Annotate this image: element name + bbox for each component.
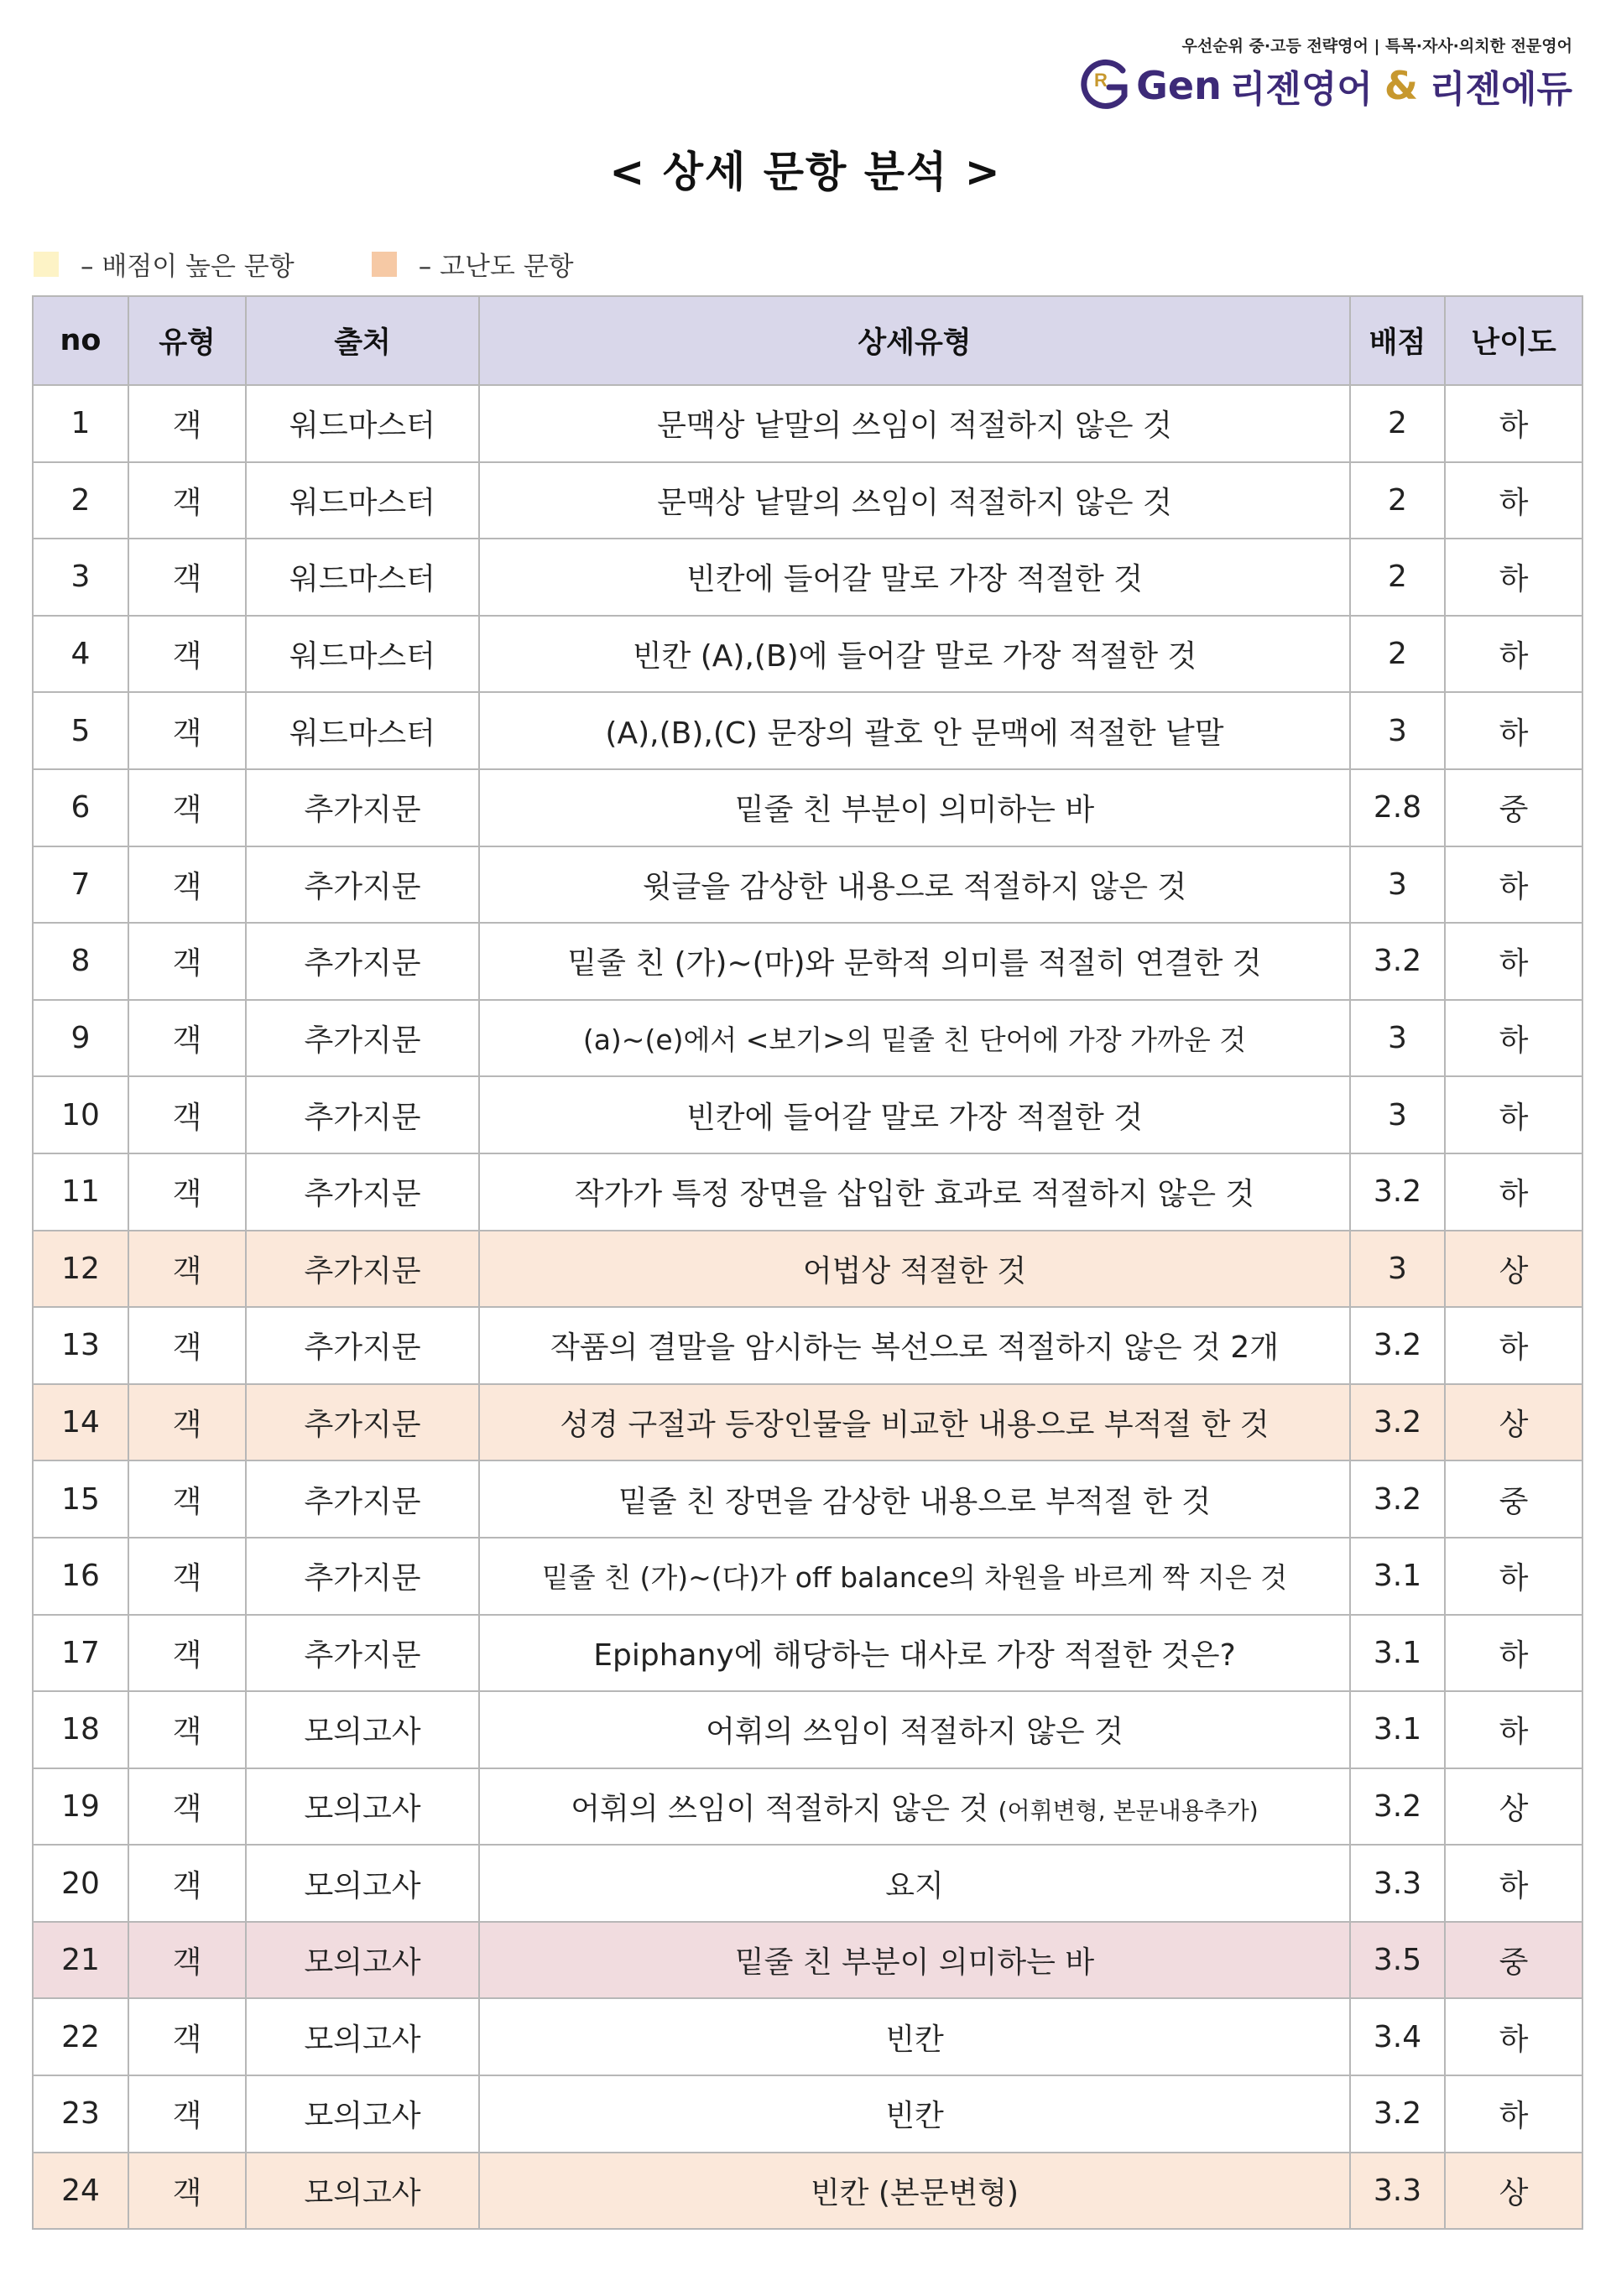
cell-detail (479, 1384, 1350, 1461)
cell-level: 하 (1445, 923, 1582, 1000)
cell-detail (479, 1768, 1350, 1846)
cell-type: 객 (128, 846, 246, 924)
cell-type: 객 (128, 1307, 246, 1384)
cell-source: 추가지문 (246, 923, 479, 1000)
logo-brand (1081, 59, 1572, 112)
cell-type: 객 (128, 1691, 246, 1768)
cell-source: 추가지문 (246, 1384, 479, 1461)
cell-source: 워드마스터 (246, 692, 479, 769)
table-row (33, 1153, 1582, 1231)
cell-score: 2.8 (1350, 769, 1445, 846)
cell-level: 하 (1445, 539, 1582, 616)
cell-detail (479, 692, 1350, 769)
cell-type: 객 (128, 1384, 246, 1461)
cell-source: 추가지문 (246, 1076, 479, 1153)
header-level: 난이도 (1445, 296, 1582, 385)
table-row (33, 385, 1582, 462)
cell-no: 5 (33, 692, 128, 769)
logo-brand-en: Gen (1136, 63, 1222, 108)
logo-brand-ko-1: 리젠영어 (1229, 68, 1373, 111)
legend (34, 245, 651, 283)
cell-detail (479, 616, 1350, 693)
table-row (33, 1384, 1582, 1461)
cell-level: 중 (1445, 769, 1582, 846)
cell-source: 추가지문 (246, 1231, 479, 1308)
cell-type: 객 (128, 923, 246, 1000)
cell-level: 하 (1445, 1691, 1582, 1768)
cell-source: 모의고사 (246, 2075, 479, 2153)
cell-detail (479, 539, 1350, 616)
cell-level: 하 (1445, 1998, 1582, 2075)
cell-no: 11 (33, 1153, 128, 1231)
cell-level: 하 (1445, 846, 1582, 924)
cell-level: 하 (1445, 1153, 1582, 1231)
cell-detail (479, 462, 1350, 539)
cell-type: 객 (128, 1998, 246, 2075)
table-row (33, 1307, 1582, 1384)
cell-score: 3.1 (1350, 1691, 1445, 1768)
cell-type: 객 (128, 1000, 246, 1077)
table-row (33, 616, 1582, 693)
detail-text: 밑줄 친 (가)~(다)가 off balance의 차원을 바르게 짝 지은 것 (541, 1561, 1288, 1595)
cell-detail (479, 846, 1350, 924)
cell-no: 10 (33, 1076, 128, 1153)
cell-source: 워드마스터 (246, 616, 479, 693)
cell-no: 9 (33, 1000, 128, 1077)
cell-type: 객 (128, 1538, 246, 1615)
logo-mark-letter: R (1094, 70, 1108, 91)
cell-level: 하 (1445, 616, 1582, 693)
cell-type: 객 (128, 1460, 246, 1538)
detail-text: 빈칸에 들어갈 말로 가장 적절한 것 (686, 1100, 1144, 1135)
table-row (33, 1845, 1582, 1922)
cell-no: 12 (33, 1231, 128, 1308)
cell-source: 추가지문 (246, 1000, 479, 1077)
cell-detail (479, 1998, 1350, 2075)
cell-type: 객 (128, 1768, 246, 1846)
cell-level: 상 (1445, 1768, 1582, 1846)
cell-detail (479, 1153, 1350, 1231)
cell-source: 추가지문 (246, 1153, 479, 1231)
cell-type: 객 (128, 539, 246, 616)
cell-detail (479, 1845, 1350, 1922)
table-row (33, 1460, 1582, 1538)
cell-detail (479, 2075, 1350, 2153)
detail-text: 빈칸 (A),(B)에 들어갈 말로 가장 적절한 것 (632, 639, 1197, 674)
table-row (33, 1922, 1582, 1999)
detail-text: 빈칸 (본문변형) (810, 2175, 1019, 2210)
cell-score: 3.2 (1350, 1460, 1445, 1538)
cell-source: 워드마스터 (246, 462, 479, 539)
legend-swatch-high-score (34, 252, 59, 277)
cell-score: 2 (1350, 385, 1445, 462)
header-source: 출처 (246, 296, 479, 385)
cell-type: 객 (128, 769, 246, 846)
cell-score: 3 (1350, 1000, 1445, 1077)
cell-detail (479, 1615, 1350, 1692)
detail-text: 요지 (885, 1868, 944, 1903)
cell-source: 모의고사 (246, 1768, 479, 1846)
table-row (33, 1691, 1582, 1768)
cell-detail (479, 923, 1350, 1000)
cell-source: 추가지문 (246, 1307, 479, 1384)
cell-level: 하 (1445, 462, 1582, 539)
cell-score: 3.2 (1350, 1307, 1445, 1384)
cell-score: 2 (1350, 616, 1445, 693)
cell-source: 모의고사 (246, 1845, 479, 1922)
cell-source: 모의고사 (246, 2153, 479, 2230)
table-row (33, 539, 1582, 616)
cell-level: 상 (1445, 2153, 1582, 2230)
cell-no: 22 (33, 1998, 128, 2075)
table-row (33, 2075, 1582, 2153)
cell-type: 객 (128, 1615, 246, 1692)
table-row (33, 1076, 1582, 1153)
detail-text: 밑줄 친 부분이 의미하는 바 (734, 1945, 1095, 1981)
logo-brand-ko-2: 리젠에듀 (1429, 68, 1572, 111)
cell-detail (479, 1307, 1350, 1384)
cell-score: 3 (1350, 1231, 1445, 1308)
table-row (33, 692, 1582, 769)
table-row (33, 1538, 1582, 1615)
detail-text: 밑줄 친 (가)~(마)와 문학적 의미를 적절히 연결한 것 (567, 946, 1262, 981)
cell-no: 19 (33, 1768, 128, 1846)
cell-type: 객 (128, 1231, 246, 1308)
cell-detail (479, 1691, 1350, 1768)
cell-score: 3.2 (1350, 2075, 1445, 2153)
detail-text: 작품의 결말을 암시하는 복선으로 적절하지 않은 것 2개 (550, 1330, 1280, 1366)
detail-text: 빈칸에 들어갈 말로 가장 적절한 것 (686, 562, 1144, 597)
cell-level: 하 (1445, 692, 1582, 769)
cell-level: 하 (1445, 385, 1582, 462)
cell-no: 1 (33, 385, 128, 462)
table-row (33, 1000, 1582, 1077)
cell-score: 3.4 (1350, 1998, 1445, 2075)
cell-no: 7 (33, 846, 128, 924)
cell-type: 객 (128, 692, 246, 769)
cell-no: 14 (33, 1384, 128, 1461)
cell-level: 하 (1445, 1000, 1582, 1077)
cell-score: 3.2 (1350, 923, 1445, 1000)
legend-high-score (34, 245, 295, 283)
logo-ampersand: & (1384, 63, 1418, 108)
cell-score: 2 (1350, 462, 1445, 539)
cell-no: 8 (33, 923, 128, 1000)
detail-text: 문맥상 낱말의 쓰임이 적절하지 않은 것 (657, 409, 1172, 444)
cell-detail (479, 385, 1350, 462)
legend-swatch-hard (372, 252, 397, 277)
cell-type: 객 (128, 385, 246, 462)
cell-type: 객 (128, 616, 246, 693)
cell-level: 상 (1445, 1384, 1582, 1461)
cell-type: 객 (128, 2075, 246, 2153)
cell-level: 중 (1445, 1922, 1582, 1999)
cell-source: 모의고사 (246, 1998, 479, 2075)
table-row (33, 769, 1582, 846)
detail-text: 작가가 특정 장면을 삽입한 효과로 적절하지 않은 것 (574, 1177, 1255, 1212)
analysis-table (32, 295, 1583, 2230)
legend-label-high-score: – 배점이 높은 문항 (81, 252, 295, 282)
cell-source: 워드마스터 (246, 539, 479, 616)
table-row (33, 923, 1582, 1000)
detail-text: 빈칸 (885, 2099, 944, 2134)
legend-hard (372, 245, 574, 283)
cell-no: 2 (33, 462, 128, 539)
cell-source: 추가지문 (246, 769, 479, 846)
cell-score: 3.2 (1350, 1768, 1445, 1846)
table-row (33, 1768, 1582, 1846)
detail-text: (A),(B),(C) 문장의 괄호 안 문맥에 적절한 낱말 (605, 716, 1224, 751)
cell-score: 3.3 (1350, 2153, 1445, 2230)
cell-no: 4 (33, 616, 128, 693)
detail-text: 문맥상 낱말의 쓰임이 적절하지 않은 것 (657, 485, 1172, 520)
cell-level: 하 (1445, 1307, 1582, 1384)
cell-source: 추가지문 (246, 846, 479, 924)
detail-text: (a)~(e)에서 <보기>의 밑줄 친 단어에 가장 가까운 것 (582, 1023, 1247, 1057)
detail-text: 어휘의 쓰임이 적절하지 않은 것 (571, 1791, 989, 1826)
cell-no: 3 (33, 539, 128, 616)
cell-score: 3 (1350, 1076, 1445, 1153)
table-row (33, 846, 1582, 924)
cell-level: 하 (1445, 1615, 1582, 1692)
cell-no: 24 (33, 2153, 128, 2230)
cell-level: 하 (1445, 1076, 1582, 1153)
cell-source: 모의고사 (246, 1922, 479, 1999)
cell-source: 추가지문 (246, 1538, 479, 1615)
cell-no: 17 (33, 1615, 128, 1692)
cell-detail (479, 769, 1350, 846)
cell-level: 중 (1445, 1460, 1582, 1538)
cell-type: 객 (128, 1922, 246, 1999)
table-row (33, 1998, 1582, 2075)
cell-type: 객 (128, 1845, 246, 1922)
cell-source: 워드마스터 (246, 385, 479, 462)
cell-type: 객 (128, 2153, 246, 2230)
table-row (33, 1231, 1582, 1308)
cell-source: 추가지문 (246, 1615, 479, 1692)
cell-no: 15 (33, 1460, 128, 1538)
detail-text: Epiphany에 해당하는 대사로 가장 적절한 것은? (593, 1637, 1236, 1673)
cell-type: 객 (128, 1153, 246, 1231)
header-type: 유형 (128, 296, 246, 385)
legend-label-hard: – 고난도 문항 (418, 252, 574, 282)
g-logo-icon (1081, 59, 1131, 112)
detail-note: (어휘변형, 본문내용추가) (998, 1796, 1259, 1825)
cell-no: 13 (33, 1307, 128, 1384)
cell-score: 3.3 (1350, 1845, 1445, 1922)
cell-score: 3 (1350, 692, 1445, 769)
header-score: 배점 (1350, 296, 1445, 385)
cell-type: 객 (128, 1076, 246, 1153)
detail-text: 윗글을 감상한 내용으로 적절하지 않은 것 (642, 869, 1187, 904)
cell-score: 3.2 (1350, 1153, 1445, 1231)
cell-detail (479, 1076, 1350, 1153)
detail-text: 어휘의 쓰임이 적절하지 않은 것 (706, 1715, 1124, 1750)
cell-no: 16 (33, 1538, 128, 1615)
cell-level: 상 (1445, 1231, 1582, 1308)
cell-no: 20 (33, 1845, 128, 1922)
cell-detail (479, 1231, 1350, 1308)
cell-level: 하 (1445, 1538, 1582, 1615)
cell-score: 3.1 (1350, 1615, 1445, 1692)
detail-text: 성경 구절과 등장인물을 비교한 내용으로 부적절 한 것 (560, 1408, 1270, 1443)
logo-tagline: 우선순위 중·고등 전략영어 | 특목·자사·의치한 전문영어 (1181, 37, 1572, 55)
table-header-row (33, 296, 1582, 385)
cell-type: 객 (128, 462, 246, 539)
header-detail: 상세유형 (479, 296, 1350, 385)
cell-detail (479, 1000, 1350, 1077)
cell-score: 3.1 (1350, 1538, 1445, 1615)
brand-logo (1094, 32, 1572, 111)
cell-no: 18 (33, 1691, 128, 1768)
table-row (33, 1615, 1582, 1692)
page-title: < 상세 문항 분석 > (609, 148, 1002, 196)
cell-no: 23 (33, 2075, 128, 2153)
cell-score: 3.5 (1350, 1922, 1445, 1999)
cell-score: 3 (1350, 846, 1445, 924)
cell-source: 추가지문 (246, 1460, 479, 1538)
cell-score: 3.2 (1350, 1384, 1445, 1461)
detail-text: 빈칸 (885, 2022, 944, 2057)
cell-level: 하 (1445, 1845, 1582, 1922)
table-row (33, 462, 1582, 539)
header-no: no (33, 296, 128, 385)
cell-no: 6 (33, 769, 128, 846)
cell-detail (479, 1922, 1350, 1999)
table-row (33, 2153, 1582, 2230)
cell-no: 21 (33, 1922, 128, 1999)
cell-detail (479, 1460, 1350, 1538)
detail-text: 어법상 적절한 것 (802, 1253, 1027, 1289)
cell-detail (479, 1538, 1350, 1615)
cell-detail (479, 2153, 1350, 2230)
cell-level: 하 (1445, 2075, 1582, 2153)
cell-source: 모의고사 (246, 1691, 479, 1768)
cell-score: 2 (1350, 539, 1445, 616)
detail-text: 밑줄 친 부분이 의미하는 바 (734, 793, 1095, 828)
detail-text: 밑줄 친 장면을 감상한 내용으로 부적절 한 것 (618, 1484, 1212, 1519)
